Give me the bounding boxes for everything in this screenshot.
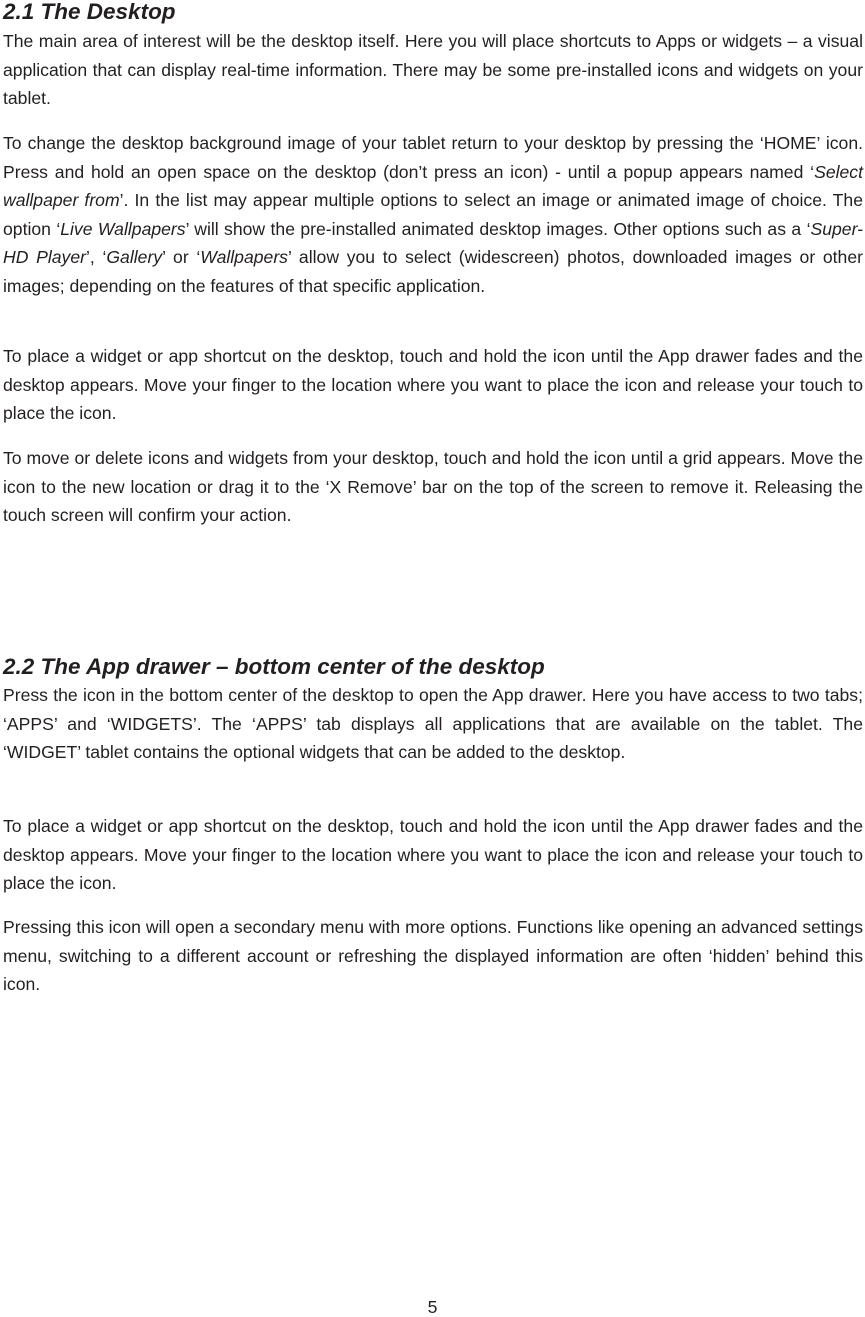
paragraph-drawer-place-widget: To place a widget or app shortcut on the desktop, touch and hold the icon until the App drawer fades and the desktop appears. Move your finger to the location where you want to place the icon and release your touch to place the icon. [3,816,863,894]
paragraph-drawer-menu: Pressing this icon will open a secondary menu with more options. Functions like opening an advanced settings menu, switching to a different account or refreshing the displayed information are often ‘hidden’ behind this icon. [3,917,863,995]
paragraph-desktop-wallpaper [3,129,863,301]
option-super-hd-player: Super-HD Player [3,218,863,268]
paragraph-desktop-place-widget: To place a widget or app shortcut on the desktop, touch and hold the icon until the App drawer fades and the desktop appears. Move your finger to the location where you want to place the icon and release your touch to place the icon. [3,346,863,424]
section-heading-app-drawer: 2.2 The App drawer – bottom center of the desktop [3,654,545,679]
text-span: ’, ‘ [85,247,107,268]
option-live-wallpapers: Live Wallpapers [60,218,186,239]
text-span: ’ allow you to select (widescreen) photos, downloaded images or other images; depending on the features of that specific application. [3,247,863,296]
paragraph-desktop-intro: The main area of interest will be the desktop itself. Here you will place shortcuts to Apps or widgets – a visual application that can display real-time information. There may be some pre-installed icons and widgets on your tablet. [3,31,863,109]
text-span: ’ will show the pre-installed animated desktop images. Other options such as a ‘ [185,218,811,239]
option-wallpapers: Wallpapers [200,247,288,268]
page-number: 5 [427,1297,438,1317]
text-span: ’. In the list may appear multiple options to select an image or animated image of choice. The option ‘ [3,190,863,239]
option-select-wallpaper: Select wallpaper from [3,161,863,211]
paragraph-desktop-move-delete: To move or delete icons and widgets from your desktop, touch and hold the icon until a grid appears. Move the icon to the new location or drag it to the ‘X Remove’ bar on the top of the screen to remove it. Releasing the touch screen will confirm your action. [3,448,863,526]
paragraph-drawer-intro: Press the icon in the bottom center of the desktop to open the App drawer. Here you have access to two tabs; ‘APPS’ and ‘WIDGETS’. The ‘APPS’ tab displays all applications that are available on the tablet. The ‘WIDGET’ tablet contains the optional widgets that can be added to the desktop. [3,685,863,763]
section-heading-desktop: 2.1 The Desktop [3,0,176,24]
text-span: ’ or ‘ [162,247,201,268]
text-span: To change the desktop background image of your tablet return to your desktop by pressing the ‘HOME’ icon. Press and hold an open space on the desktop (don’t press an icon) - until a popup appears named ‘ [3,133,863,182]
option-gallery: Gallery [106,247,163,268]
